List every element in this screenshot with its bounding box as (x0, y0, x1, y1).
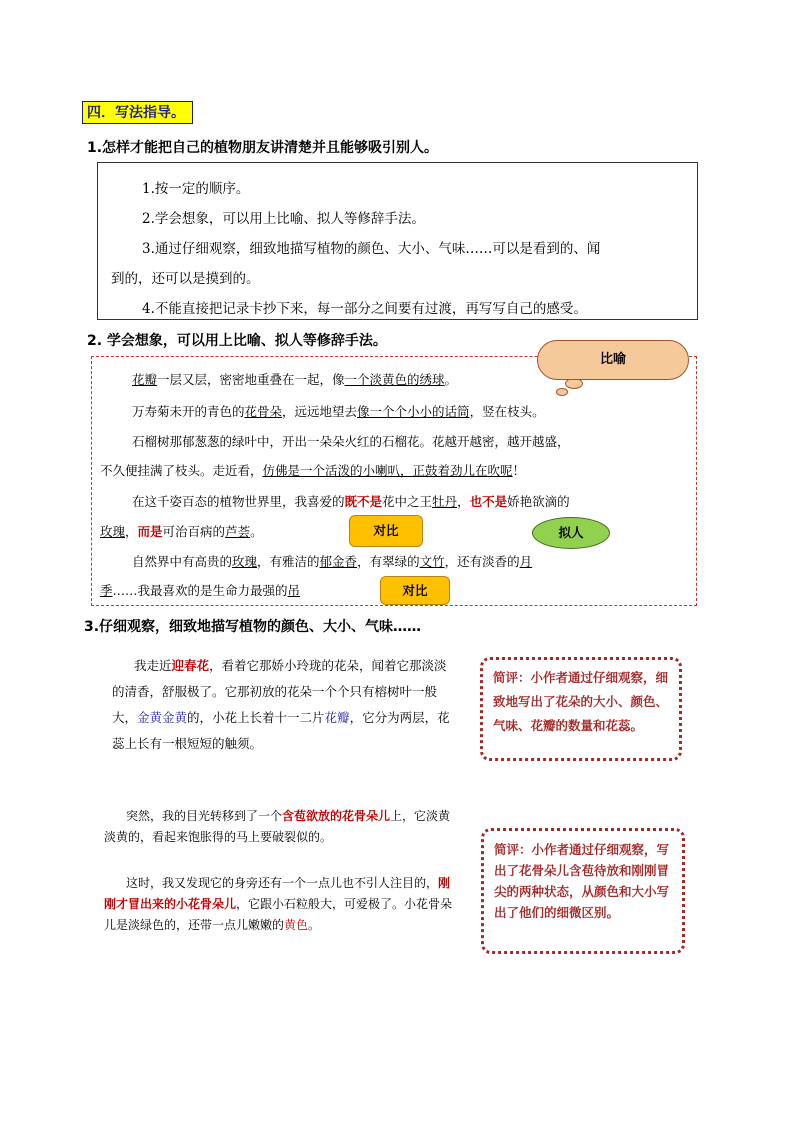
heading-3: 3.仔细观察，细致地描写植物的颜色、大小、气味…… (84, 619, 422, 635)
example-line-3: 石榴树那郁葱葱的绿叶中，开出一朵朵火红的石榴花。花越开越密，越开越盛， (132, 434, 570, 449)
example-line-4: 不久便挂满了枝头。走近看，仿佛是一个活泼的小喇叭，正鼓着劲儿在吹呢！ (100, 463, 526, 478)
tip-2: 2.学会想象，可以用上比喻、拟人等修辞手法。 (142, 211, 425, 227)
comment-box-1: 简评：小作者通过仔细观察，细致地写出了花朵的大小、颜色、气味、花瓣的数量和花蕊。 (480, 657, 682, 761)
observation-paragraph-1: 我走近迎春花，看着它那娇小玲珑的花朵，闻着它那淡淡的清香，舒服极了。它那初放的花朵一个个只有榕树叶一般大，金黄金黄的，小花上长着十一二片花瓣，它分为两层，花蕊上长有一根短短的触须。 (112, 658, 450, 751)
tips-box (97, 162, 698, 320)
contrast-label-2: 对比 (380, 576, 450, 605)
example-line-2: 万寿菊未开的青色的花骨朵，远远地望去像一个个小小的话筒，竖在枝头。 (132, 404, 545, 419)
example-line-1: 花瓣一层又层，密密地重叠在一起，像一个淡黄色的绣球。 (132, 372, 458, 387)
contrast-label-1: 对比 (349, 515, 423, 547)
tip-1: 1.按一定的顺序。 (142, 181, 250, 197)
cloud-tail-dot (556, 388, 568, 396)
observation-paragraph-3: 这时，我又发现它的身旁还有一个一点儿也不引人注目的，刚刚才冒出来的小花骨朵儿，它跟小石粒般大，可爱极了。小花骨朵儿是淡绿色的，还带一点儿嫩嫩的黄色。 (104, 876, 453, 932)
personification-label: 拟人 (532, 517, 610, 549)
observation-paragraph-2: 突然，我的目光转移到了一个含苞欲放的花骨朵儿上，它淡黄淡黄的，看起来饱胀得的马上要破裂似的。 (104, 809, 451, 844)
tip-3b: 到的，还可以是摸到的。 (111, 271, 260, 287)
tip-3a: 3.通过仔细观察，细致地描写植物的颜色、大小、气味……可以是看到的、闻 (142, 241, 601, 257)
example-line-5: 在这千姿百态的植物世界里，我喜爱的既不是花中之王牡丹，也不是娇艳欲滴的 (132, 494, 570, 509)
example-line-8: 季……我最喜欢的是生命力最强的吊 (100, 583, 301, 598)
heading-1: 1.怎样才能把自己的植物朋友讲清楚并且能够吸引别人。 (87, 140, 439, 156)
example-line-7: 自然界中有高贵的玫瑰，有雅洁的郁金香，有翠绿的文竹，还有淡香的月 (132, 554, 533, 569)
comment-box-2: 简评：小作者通过仔细观察，写出了花骨朵儿含苞待放和刚刚冒尖的两种状态，从颜色和大小写出了他们的细微区别。 (481, 828, 685, 954)
heading-2: 2. 学会想象，可以用上比喻、拟人等修辞手法。 (87, 333, 387, 349)
example-line-6: 玫瑰，而是可治百病的芦荟。 (100, 524, 263, 539)
metaphor-cloud-label: 比喻 (537, 340, 689, 380)
section-title: 四．写法指导。 (82, 101, 193, 124)
tip-4: 4.不能直接把记录卡抄下来，每一部分之间要有过渡，再写写自己的感受。 (142, 301, 587, 317)
